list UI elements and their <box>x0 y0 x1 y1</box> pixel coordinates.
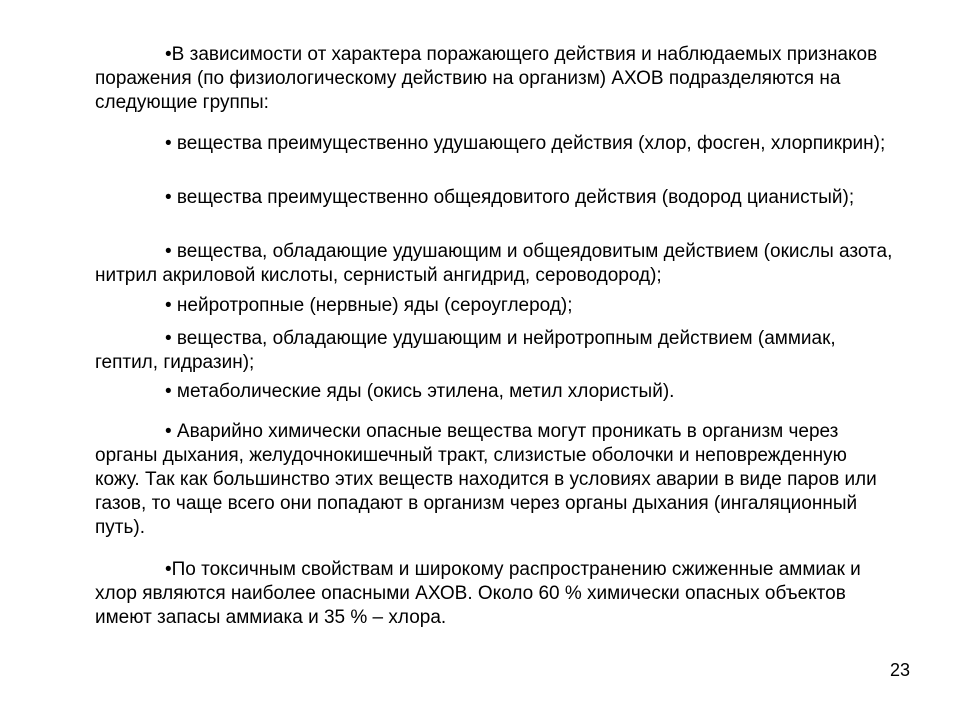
ammonia-chlorine-paragraph: •По токсичным свойствам и широкому распространению сжиженные аммиак и хлор являются наиболее опасными АХОВ. Около 60 % химически опасных объектов имеют запасы аммиака и 35 % – хлора. <box>95 559 861 628</box>
list-item-asphyxiant-general-toxic: • вещества, обладающие удушающим и общеядовитым действием (окислы азота, нитрил акриловой кислоты, сернистый ангидрид, сероводород); <box>95 241 893 286</box>
exposure-routes-paragraph: • Аварийно химически опасные вещества могут проникать в организм через органы дыхания, желудочнокишечный тракт, слизистые оболочки и неповрежденную кожу. Так как большинство этих веществ находится в условиях аварии в виде паров или газов, то чаще всего они попадают в организм через органы дыхания (ингаляционный путь). <box>95 421 877 538</box>
list-item-general-toxic: • вещества преимущественно общеядовитого действия (водород цианистый); <box>165 187 855 208</box>
list-item-asphyxiant: • вещества преимущественно удушающего действия (хлор, фосген, хлорпикрин); <box>165 133 886 154</box>
list-item-metabolic: • метаболические яды (окись этилена, метил хлористый). <box>165 381 675 402</box>
list-item-neurotropic: • нейротропные (нервные) яды (сероуглерод); <box>165 295 573 316</box>
page-number: 23 <box>889 660 910 680</box>
intro-paragraph: •В зависимости от характера поражающего действия и наблюдаемых признаков поражения (по физиологическому действию на организм) АХОВ подразделяются на следующие группы: <box>95 44 878 113</box>
list-item-asphyxiant-neurotropic: • вещества, обладающие удушающим и нейротропным действием (аммиак, гептил, гидразин); <box>95 328 836 373</box>
